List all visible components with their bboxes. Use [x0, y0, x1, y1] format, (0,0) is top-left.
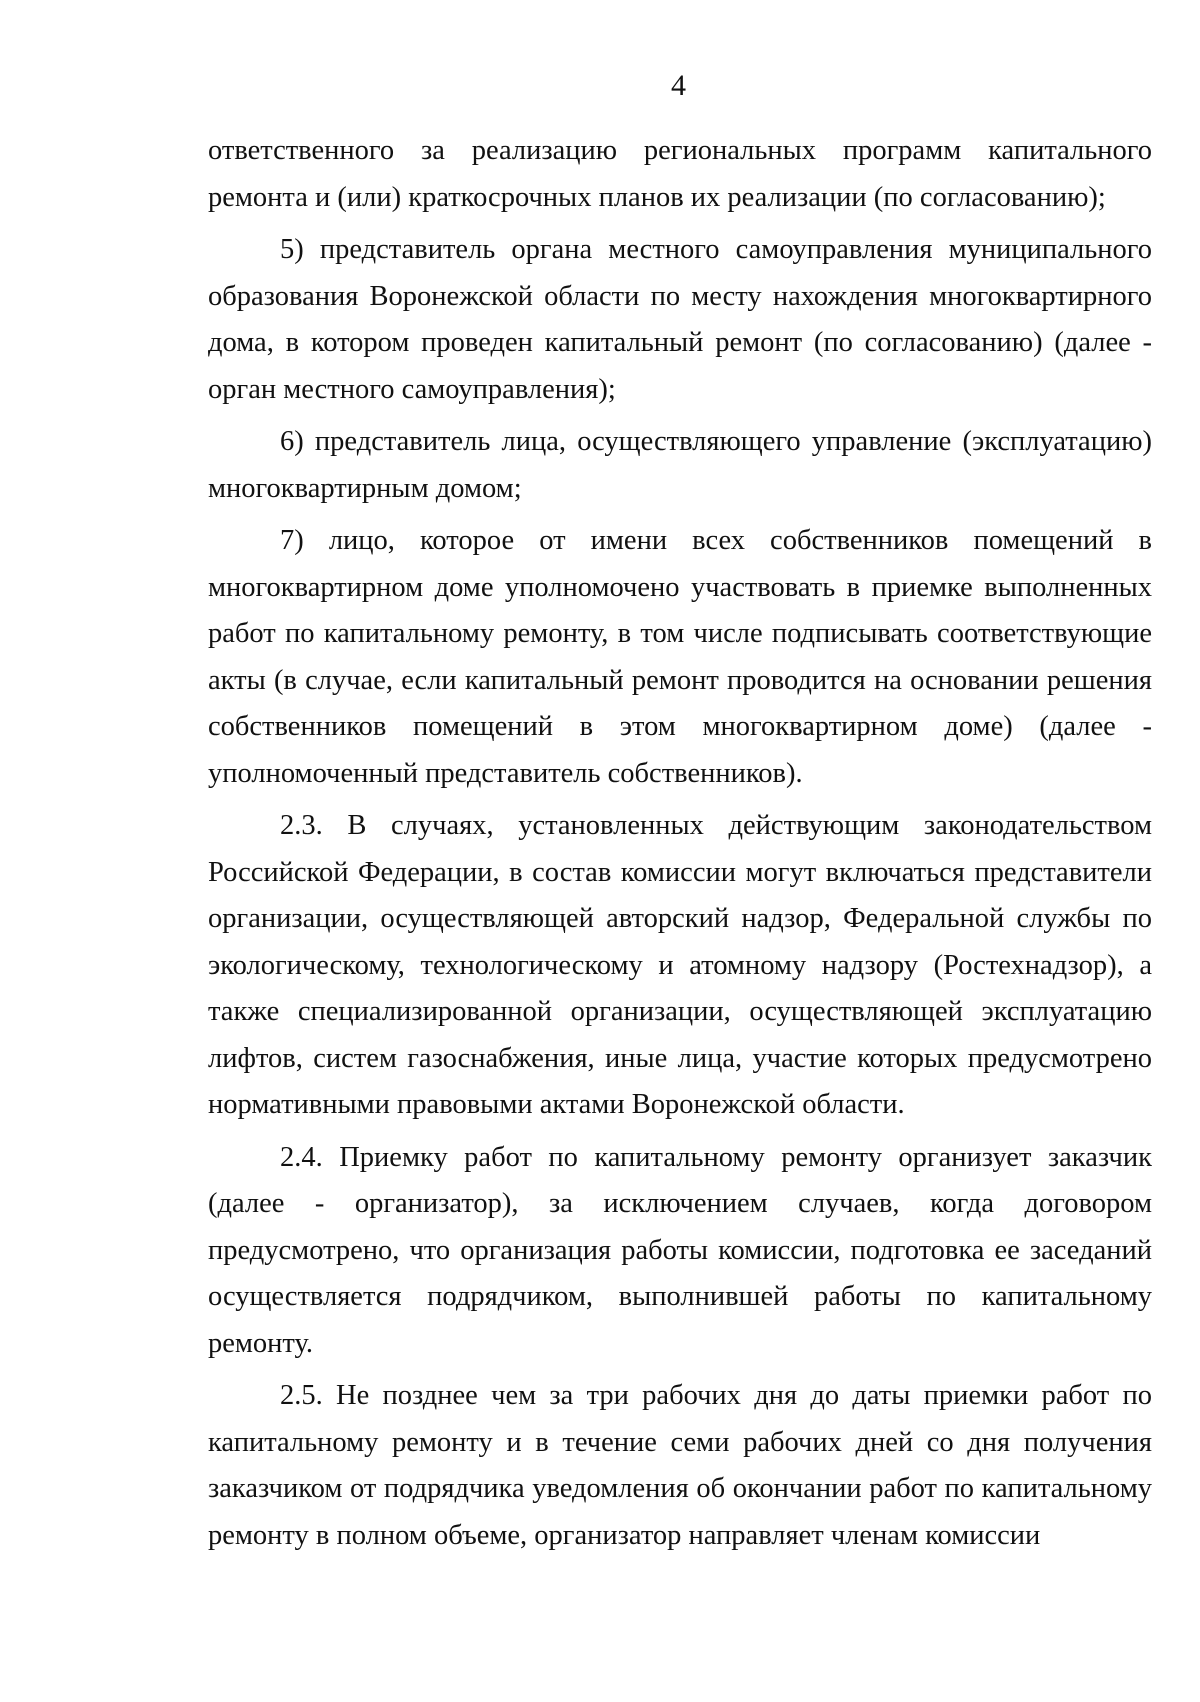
page-number: 4	[671, 69, 686, 102]
paragraph-item-7: 7) лицо, которое от имени всех собственников помещений в многоквартирном доме уполномочено участвовать в приемке выполненных работ по капитальному ремонту, в том числе подписывать соответствующие акты (в случае, если капитальный ремонт проводится на основании решения собственников помещений в этом многоквартирном доме) (далее - уполномоченный представитель собственников).	[208, 525, 1152, 789]
document-body	[208, 128, 1152, 1559]
paragraph-item-6: 6) представитель лица, осуществляющего управление (эксплуатацию) многоквартирным домом;	[208, 426, 1152, 504]
paragraph-continuation: ответственного за реализацию региональных программ капитального ремонта и (или) краткосрочных планов их реализации (по согласованию);	[208, 135, 1152, 213]
paragraph-section-2-4: 2.4. Приемку работ по капитальному ремонту организует заказчик (далее - организатор), за исключением случаев, когда договором предусмотрено, что организация работы комиссии, подготовка ее заседаний осуществляется подрядчиком, выполнившей работы по капитальному ремонту.	[208, 1141, 1152, 1359]
paragraph-section-2-3: 2.3. В случаях, установленных действующим законодательством Российской Федерации, в состав комиссии могут включаться представители организации, осуществляющей авторский надзор, Федеральной службы по экологическому, технологическому и атомному надзору (Ростехнадзор), а также специализированной организации, осуществляющей эксплуатацию лифтов, систем газоснабжения, иные лица, участие которых предусмотрено нормативными правовыми актами Воронежской области.	[208, 810, 1152, 1120]
paragraph-item-5: 5) представитель органа местного самоуправления муниципального образования Воронежской области по месту нахождения многоквартирного дома, в котором проведен капитальный ремонт (по согласованию) (далее - орган местного самоуправления);	[208, 234, 1152, 405]
paragraph-section-2-5: 2.5. Не позднее чем за три рабочих дня до даты приемки работ по капитальному ремонту и в течение семи рабочих дней со дня получения заказчиком от подрядчика уведомления об окончании работ по капитальному ремонту в полном объеме, организатор направляет членам комиссии	[208, 1380, 1152, 1551]
